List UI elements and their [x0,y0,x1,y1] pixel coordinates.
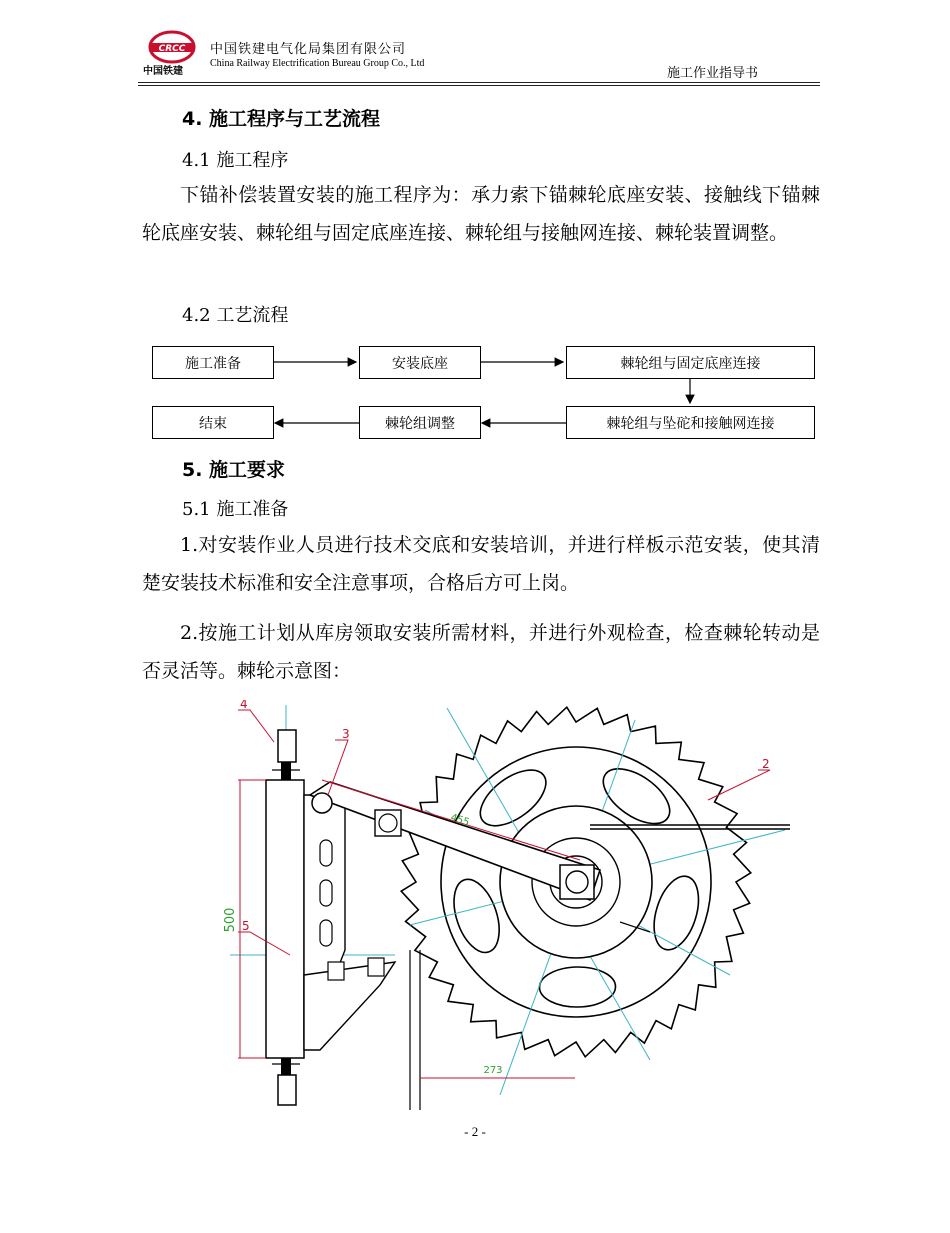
flow-step-label: 棘轮组与固定底座连接 [620,355,761,372]
flow-step-adjust [359,406,481,439]
flow-step-prepare [152,346,274,379]
wheel-cutout [445,873,507,958]
pivot-bolt [312,793,332,813]
dim-vertical-label: 500 [223,907,238,933]
vertical-post [266,780,304,1058]
hub-block [560,865,594,899]
part-label-2: 2 [762,757,770,771]
section-4-1-heading: 4.1 施工程序 [182,150,289,171]
section-4-1-paragraph: 下锚补偿装置安装的施工程序为：承力索下锚棘轮底座安装、接触线下锚棘轮底座安装、棘轮组与固定底座连接、棘轮组与接触网连接、棘轮装置调整。 [142,184,820,244]
part-label-3: 3 [342,727,350,741]
page-number: - 2 - [464,1124,486,1139]
header-rule-thin [138,85,820,86]
flow-step-label: 棘轮组调整 [385,415,455,432]
flow-step-install-base [359,346,481,379]
dim-arm-label: 455 [449,812,471,829]
company-name-cn: 中国铁建电气化局集团有限公司 [210,42,407,57]
section-4-2-heading: 4.2 工艺流程 [182,305,289,326]
flow-step-label: 安装底座 [392,355,448,372]
dim-bottom-label: 273 [483,1065,503,1076]
flow-step-label: 施工准备 [185,355,241,372]
section-5-heading: 5. 施工要求 [182,459,286,481]
svg-text:CRCC: CRCC [158,44,186,54]
flow-step-label: 结束 [199,415,227,432]
wheel-cutout [539,966,616,1007]
header-rule [138,82,820,83]
bottom-nut [278,1075,296,1105]
company-name-en: China Railway Electrification Bureau Group Co., Ltd [210,58,425,69]
ratchet-diagram [210,700,800,1120]
flow-step-label: 棘轮组与坠砣和接触网连接 [606,415,775,432]
section-5-1-heading: 5.1 施工准备 [182,499,289,520]
part-label-4: 4 [240,700,248,711]
part-label-5: 5 [242,919,250,933]
section-5-1-item-2: 2.按施工计划从库房领取安装所需材料，并进行外观检查，检查棘轮转动是否灵活等。棘轮示意图： [142,622,820,682]
logo-text: 中国铁建 [143,66,183,77]
section-4-heading: 4. 施工程序与工艺流程 [182,108,381,130]
section-5-1-item-1: 1.对安装作业人员进行技术交底和安装培训，并进行样板示范安装，使其清楚安装技术标准和安全注意事项，合格后方可上岗。 [142,534,820,594]
flow-step-connect-network [566,406,815,439]
flow-step-connect-base [566,346,815,379]
flow-step-end [152,406,274,439]
top-nut [278,730,296,762]
document-type: 施工作业指导书 [667,66,759,81]
